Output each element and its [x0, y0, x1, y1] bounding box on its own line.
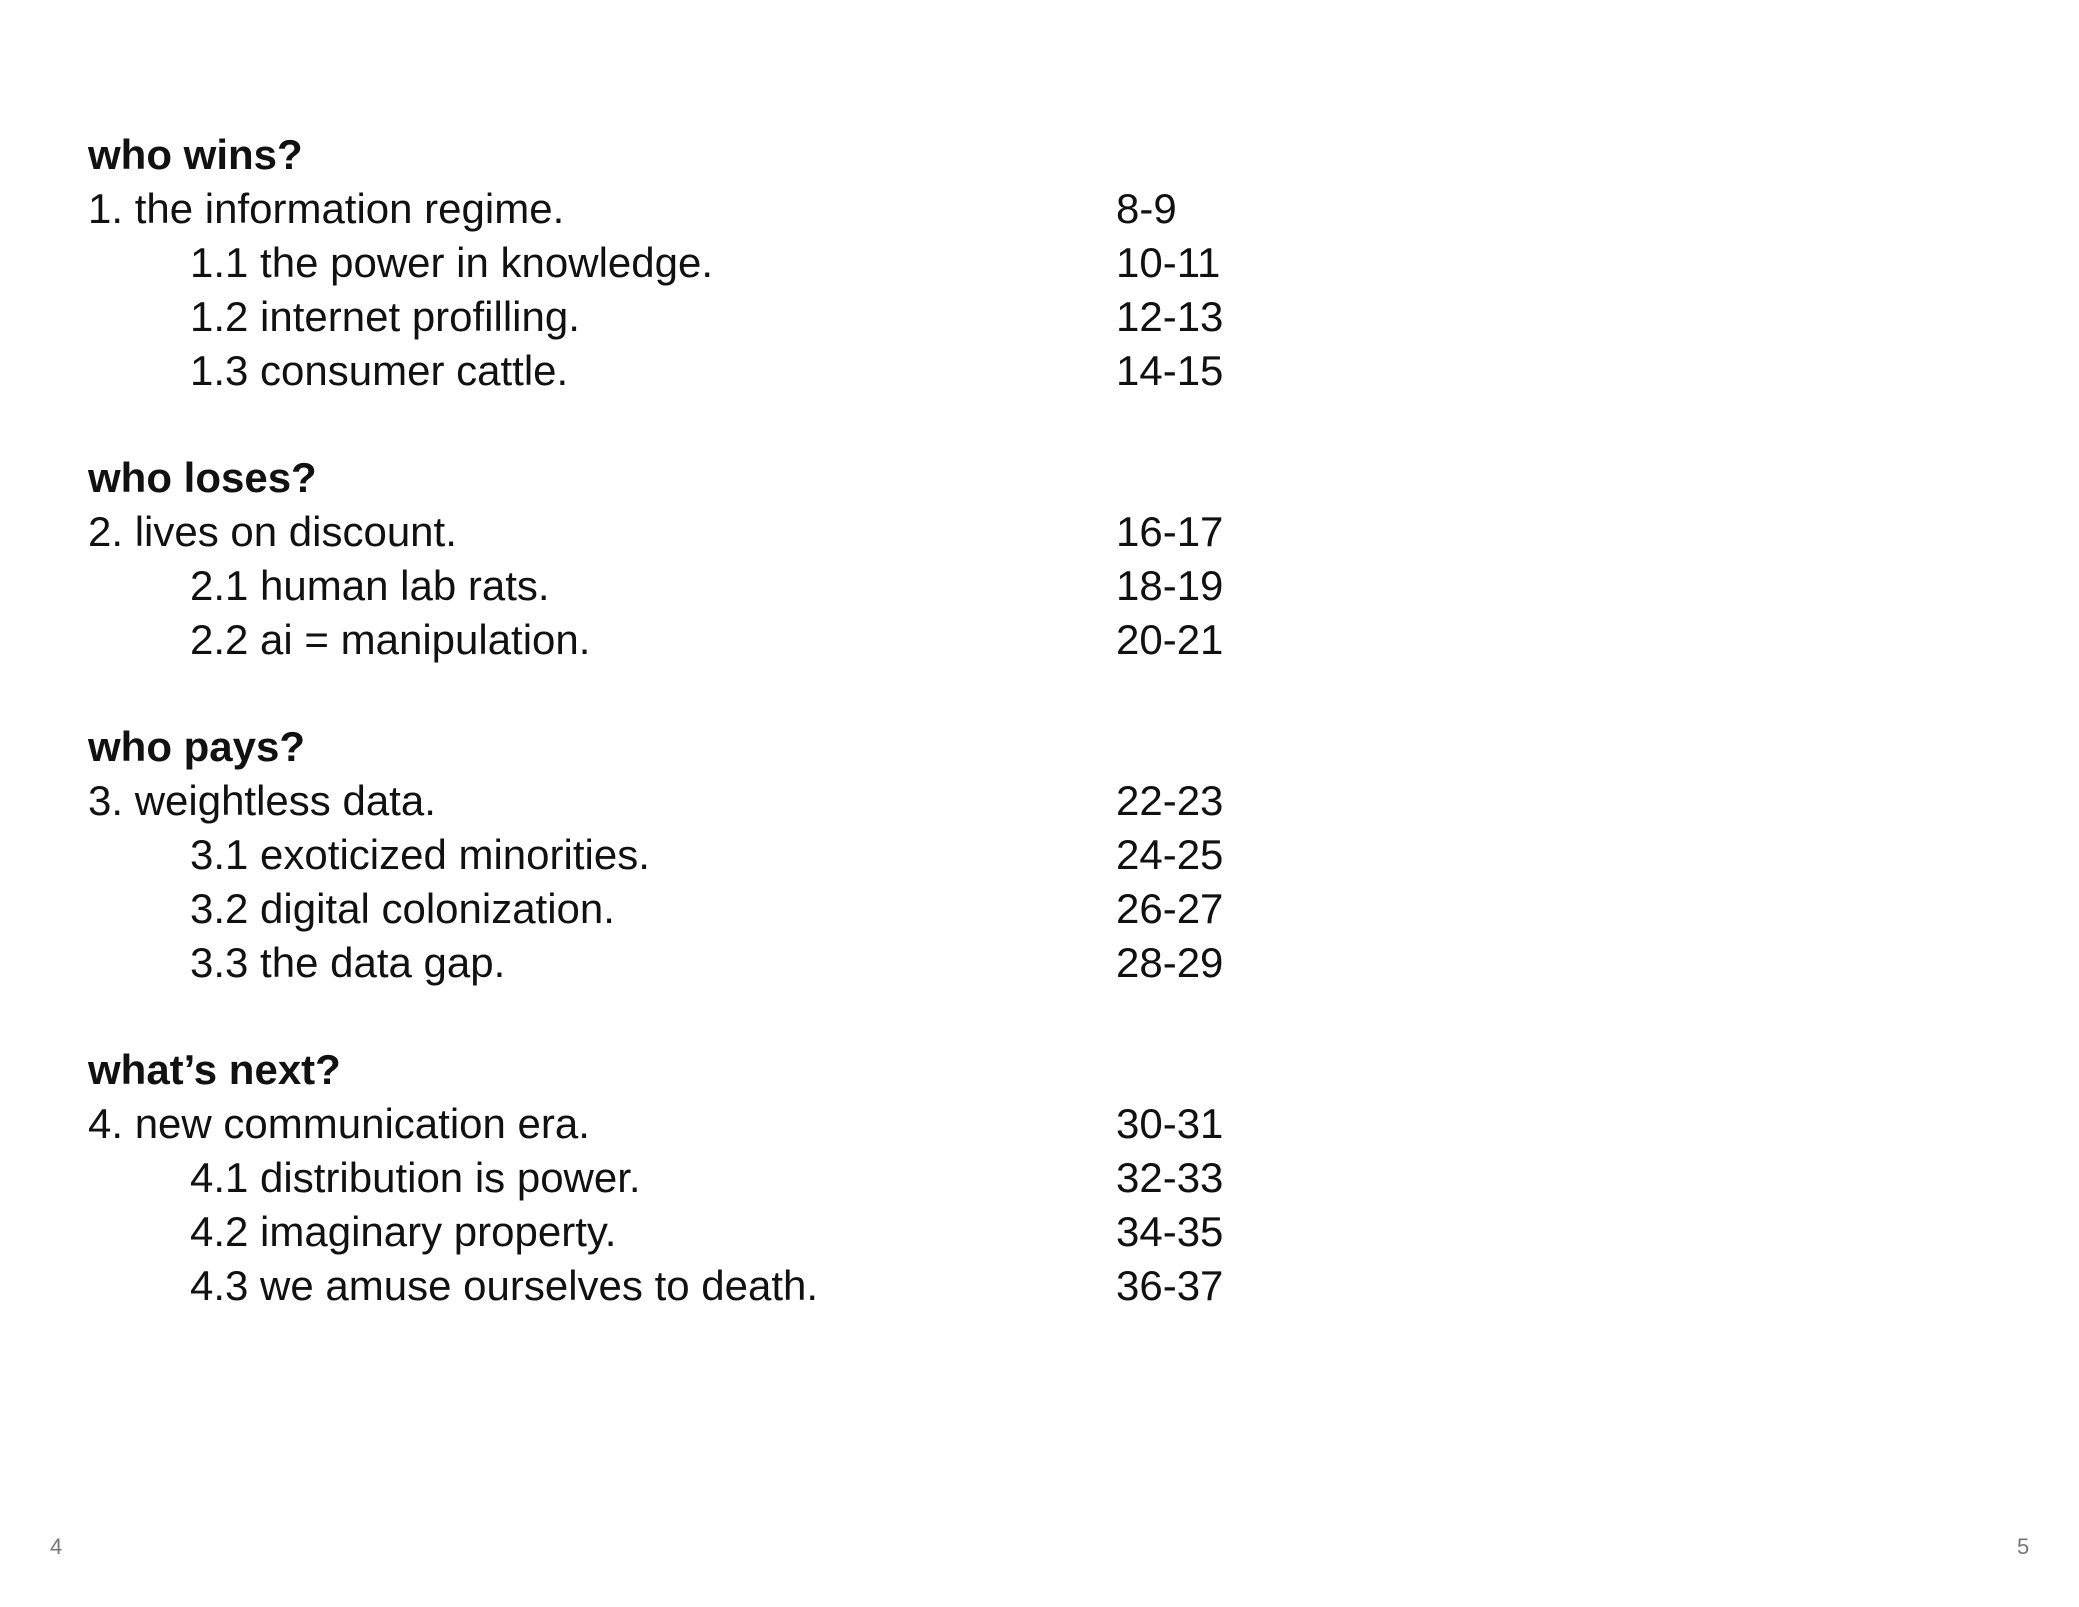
entry-title: 1.2 internet profilling.: [190, 293, 580, 340]
toc-subentry: [88, 344, 1288, 398]
entry-pages: 10-11: [1116, 239, 1221, 286]
entry-title: 1.1 the power in knowledge.: [190, 239, 714, 286]
entry-pages: 36-37: [1116, 1262, 1224, 1309]
entry-pages: 24-25: [1116, 831, 1224, 878]
entry-title: 3.2 digital colonization.: [190, 885, 615, 932]
entry-pages: 18-19: [1116, 562, 1224, 609]
toc-subentry: [88, 236, 1288, 290]
toc-subentry: [88, 559, 1288, 613]
toc-section-who-loses: [88, 451, 1288, 667]
entry-title: 3.1 exoticized minorities.: [190, 831, 650, 878]
page-number-right: 5: [2017, 1534, 2030, 1559]
entry-pages: 8-9: [1116, 185, 1177, 232]
toc-subentry: [88, 1151, 1288, 1205]
entry-pages: 12-13: [1116, 293, 1224, 340]
entry-pages: 14-15: [1116, 347, 1224, 394]
entry-title: 4. new communication era.: [88, 1100, 590, 1147]
entry-pages: 28-29: [1116, 939, 1224, 986]
toc-entry: [88, 774, 1288, 828]
toc-entry: [88, 505, 1288, 559]
toc-subentry: [88, 882, 1288, 936]
toc-section-who-wins: [88, 128, 1288, 398]
toc-subentry: [88, 1205, 1288, 1259]
entry-title: 4.1 distribution is power.: [190, 1154, 641, 1201]
toc-section-whats-next: [88, 1043, 1288, 1313]
section-heading: who wins?: [88, 131, 303, 178]
page-number-left: 4: [50, 1534, 63, 1559]
entry-title: 1. the information regime.: [88, 185, 565, 232]
table-of-contents: [88, 128, 1288, 1366]
toc-subentry: [88, 828, 1288, 882]
entry-title: 3. weightless data.: [88, 777, 436, 824]
entry-pages: 34-35: [1116, 1208, 1224, 1255]
toc-subentry: [88, 290, 1288, 344]
entry-title: 2.2 ai = manipulation.: [190, 616, 591, 663]
toc-subentry: [88, 936, 1288, 990]
section-heading: what’s next?: [88, 1046, 341, 1093]
entry-title: 1.3 consumer cattle.: [190, 347, 569, 394]
entry-pages: 32-33: [1116, 1154, 1224, 1201]
section-heading: who loses?: [88, 454, 317, 501]
entry-pages: 30-31: [1116, 1100, 1224, 1147]
entry-title: 4.2 imaginary property.: [190, 1208, 617, 1255]
entry-title: 2. lives on discount.: [88, 508, 457, 555]
entry-title: 3.3 the data gap.: [190, 939, 506, 986]
entry-pages: 26-27: [1116, 885, 1224, 932]
entry-title: 2.1 human lab rats.: [190, 562, 550, 609]
entry-pages: 16-17: [1116, 508, 1224, 555]
toc-entry: [88, 182, 1288, 236]
entry-pages: 22-23: [1116, 777, 1224, 824]
toc-section-who-pays: [88, 720, 1288, 990]
entry-title: 4.3 we amuse ourselves to death.: [190, 1262, 819, 1309]
toc-subentry: [88, 1259, 1288, 1313]
section-heading: who pays?: [88, 723, 306, 770]
toc-subentry: [88, 613, 1288, 667]
entry-pages: 20-21: [1116, 616, 1224, 663]
toc-entry: [88, 1097, 1288, 1151]
